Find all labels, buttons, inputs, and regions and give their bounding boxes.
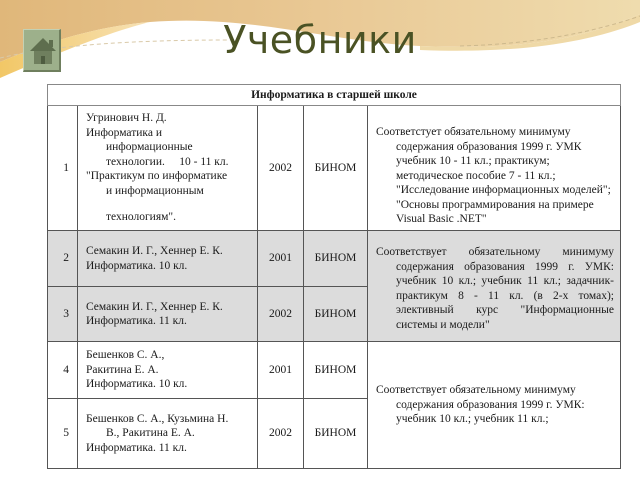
- year-cell: 2002: [258, 106, 304, 231]
- description-cell: [368, 106, 621, 231]
- year-cell: 2001: [258, 231, 304, 287]
- home-button[interactable]: [23, 29, 61, 72]
- textbooks-table: [47, 84, 621, 469]
- slide-title: Учебники: [223, 18, 417, 62]
- description-text: Соответствует обязательному минимуму содержания образования 1999 г. УМК: учебник 10 кл.; учебник 11 кл.;: [376, 384, 585, 426]
- author-line: технологии. 10 - 11 кл.: [106, 155, 229, 168]
- publisher-cell: БИНОМ: [304, 399, 368, 469]
- publisher-cell: БИНОМ: [304, 106, 368, 231]
- publisher-cell: БИНОМ: [304, 287, 368, 342]
- row-number: 3: [48, 287, 78, 342]
- author-line: Информатика и: [86, 126, 162, 139]
- author-line: Информатика. 11 кл.: [86, 315, 187, 327]
- row-number: 1: [48, 106, 78, 231]
- author-cell: [78, 287, 258, 342]
- table-row: [48, 342, 621, 399]
- table-row: [48, 106, 621, 231]
- row-number: 4: [48, 342, 78, 399]
- author-line: Бешенков С. А.,: [86, 349, 165, 362]
- year-cell: 2002: [258, 399, 304, 469]
- author-line: Угринович Н. Д.: [86, 112, 167, 125]
- author-cell: [78, 106, 258, 231]
- author-line: Ракитина Е. А.: [86, 363, 159, 376]
- author-cell: [78, 231, 258, 287]
- author-line: "Практикум по информатике: [86, 170, 228, 183]
- author-line: Информатика. 10 кл.: [86, 378, 188, 391]
- description-cell: [368, 342, 621, 469]
- publisher-cell: БИНОМ: [304, 231, 368, 287]
- author-line: технологиям".: [106, 211, 176, 224]
- author-line: В., Ракитина Е. А.: [106, 427, 195, 440]
- author-line: Информатика. 11 кл.: [86, 441, 187, 454]
- description-text: Соответствует обязательному минимуму содержания образования 1999 г. УМК: учебник 10 кл.; учебник 11 кл.; задачник-практикум 8 - 11 кл. (в 2-х томах); элективный курс "Информационные системы и модели": [376, 246, 614, 331]
- author-line: Бешенков С. А., Кузьмина Н.: [86, 412, 229, 425]
- publisher-cell: БИНОМ: [304, 342, 368, 399]
- home-icon: [29, 36, 57, 66]
- author-line: Семакин И. Г., Хеннер Е. К.: [86, 300, 223, 313]
- author-line: Семакин И. Г., Хеннер Е. К.: [86, 245, 223, 257]
- year-cell: 2001: [258, 342, 304, 399]
- description-cell: [368, 231, 621, 342]
- author-line: Информатика. 10 кл.: [86, 259, 188, 272]
- author-cell: [78, 342, 258, 399]
- table-row: [48, 231, 621, 287]
- author-line: информационные: [106, 141, 193, 154]
- table-header: Информатика в старшей школе: [48, 85, 621, 106]
- author-cell: [78, 399, 258, 469]
- row-number: 2: [48, 231, 78, 287]
- author-line: и информационным: [106, 184, 204, 197]
- description-text: Соответстует обязательному минимуму содержания образования 1999 г. УМК учебник 10 - 11 кл.; практикум; методическое пособие 7 - 11 кл.; "Исследование информационных моделей"; "Основы программирования на примере Visual Basic .NET": [376, 126, 611, 226]
- row-number: 5: [48, 399, 78, 469]
- year-cell: 2002: [258, 287, 304, 342]
